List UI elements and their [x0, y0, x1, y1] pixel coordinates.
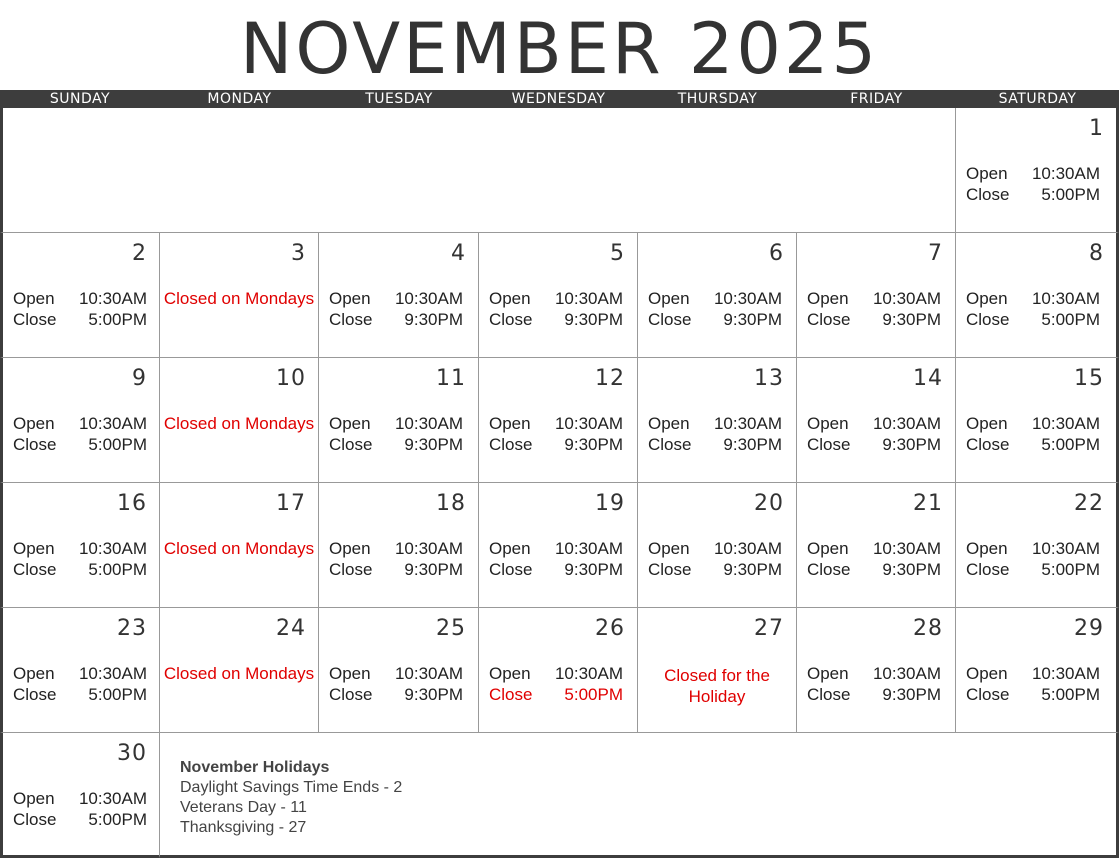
day-cell: [797, 608, 956, 733]
close-time: 5:00PM: [1041, 560, 1100, 579]
open-time: 10:30AM: [394, 414, 463, 433]
close-time: 9:30PM: [882, 685, 941, 704]
open-row: [489, 663, 623, 684]
closed-notice: Closed on Mondays: [163, 289, 315, 308]
open-row: [329, 663, 463, 684]
open-label: Open: [966, 289, 1008, 308]
day-number: 15: [1074, 366, 1104, 391]
weekday-header-saturday: SATURDAY: [956, 90, 1119, 108]
open-time: 10:30AM: [872, 414, 941, 433]
open-row: [807, 663, 941, 684]
day-number: 28: [913, 616, 943, 641]
open-label: Open: [13, 289, 55, 308]
close-label: Close: [329, 560, 373, 579]
close-label: Close: [966, 685, 1010, 704]
hours-block: [966, 538, 1100, 580]
open-row: [966, 288, 1100, 309]
day-cell: [797, 358, 956, 483]
close-row: [13, 684, 147, 705]
close-row: [807, 434, 941, 455]
close-label: Close: [13, 685, 57, 704]
open-label: Open: [489, 539, 531, 558]
hours-block: [648, 413, 782, 455]
open-time: 10:30AM: [1031, 289, 1100, 308]
open-row: [648, 288, 782, 309]
close-label: Close: [807, 435, 851, 454]
open-row: [13, 663, 147, 684]
open-time: 10:30AM: [872, 539, 941, 558]
close-row: [966, 309, 1100, 330]
open-row: [489, 413, 623, 434]
close-time: 9:30PM: [404, 560, 463, 579]
day-cell: [956, 483, 1119, 608]
close-row: [329, 434, 463, 455]
open-label: Open: [648, 539, 690, 558]
hours-block: [648, 288, 782, 330]
closed-notice: Closed on Mondays: [163, 539, 315, 558]
close-row: [966, 434, 1100, 455]
open-row: [807, 288, 941, 309]
day-cell: [0, 358, 160, 483]
close-row: [648, 309, 782, 330]
close-label: Close: [489, 560, 533, 579]
close-time: 9:30PM: [404, 435, 463, 454]
day-cell: [479, 483, 638, 608]
close-time: 9:30PM: [564, 560, 623, 579]
hours-block: [329, 413, 463, 455]
day-number: 12: [595, 366, 625, 391]
weekday-header-friday: FRIDAY: [797, 90, 956, 108]
day-number: 14: [913, 366, 943, 391]
day-number: 30: [117, 741, 147, 766]
close-time: 9:30PM: [882, 560, 941, 579]
open-time: 10:30AM: [1031, 664, 1100, 683]
day-cell: [160, 483, 319, 608]
open-time: 10:30AM: [1031, 539, 1100, 558]
close-time: 5:00PM: [564, 685, 623, 704]
open-label: Open: [13, 539, 55, 558]
holiday-notes-panel: [160, 733, 1119, 858]
open-label: Open: [329, 664, 371, 683]
close-row: [489, 434, 623, 455]
close-label: Close: [648, 310, 692, 329]
hours-block: [329, 538, 463, 580]
open-label: Open: [648, 414, 690, 433]
close-label: Close: [13, 310, 57, 329]
close-time: 5:00PM: [1041, 185, 1100, 204]
weekday-header-tuesday: TUESDAY: [319, 90, 479, 108]
empty-days-span: [0, 108, 956, 233]
hours-block: [13, 413, 147, 455]
close-row: [13, 309, 147, 330]
open-row: [489, 538, 623, 559]
open-label: Open: [489, 664, 531, 683]
day-cell: [0, 483, 160, 608]
open-label: Open: [966, 539, 1008, 558]
day-number: 13: [754, 366, 784, 391]
day-number: 23: [117, 616, 147, 641]
close-label: Close: [489, 435, 533, 454]
day-cell: [319, 233, 479, 358]
day-cell: [956, 108, 1119, 233]
close-time: 5:00PM: [1041, 435, 1100, 454]
open-row: [966, 163, 1100, 184]
day-cell: [797, 233, 956, 358]
open-time: 10:30AM: [78, 289, 147, 308]
holiday-note-item: Daylight Savings Time Ends - 2: [180, 779, 403, 796]
hours-block: [489, 288, 623, 330]
close-label: Close: [13, 810, 57, 829]
close-row: [489, 559, 623, 580]
close-time: 5:00PM: [1041, 685, 1100, 704]
day-number: 9: [132, 366, 147, 391]
hours-block: [329, 663, 463, 705]
close-label: Close: [807, 560, 851, 579]
page-title: NOVEMBER 2025: [239, 8, 880, 90]
open-time: 10:30AM: [872, 289, 941, 308]
open-time: 10:30AM: [554, 414, 623, 433]
close-time: 9:30PM: [564, 310, 623, 329]
weekday-header-wednesday: WEDNESDAY: [479, 90, 638, 108]
day-number: 24: [276, 616, 306, 641]
close-row: [966, 684, 1100, 705]
open-label: Open: [966, 664, 1008, 683]
day-cell: [797, 483, 956, 608]
open-time: 10:30AM: [872, 664, 941, 683]
open-row: [648, 413, 782, 434]
open-label: Open: [807, 289, 849, 308]
day-number: 16: [117, 491, 147, 516]
open-time: 10:30AM: [78, 539, 147, 558]
open-label: Open: [489, 289, 531, 308]
open-row: [966, 538, 1100, 559]
open-row: [489, 288, 623, 309]
day-number: 3: [291, 241, 306, 266]
day-cell: [319, 358, 479, 483]
hours-block: [807, 538, 941, 580]
close-label: Close: [489, 310, 533, 329]
open-row: [648, 538, 782, 559]
day-cell: [956, 358, 1119, 483]
open-time: 10:30AM: [713, 414, 782, 433]
day-number: 4: [451, 241, 466, 266]
close-label: Close: [329, 685, 373, 704]
close-time: 5:00PM: [88, 810, 147, 829]
day-cell: [319, 483, 479, 608]
closed-notice: Closed on Mondays: [163, 414, 315, 433]
weekday-header-thursday: THURSDAY: [638, 90, 797, 108]
close-row: [648, 559, 782, 580]
close-row: [329, 309, 463, 330]
close-row: [329, 684, 463, 705]
day-cell: [479, 608, 638, 733]
day-number: 25: [436, 616, 466, 641]
close-label: Close: [648, 435, 692, 454]
close-time: 9:30PM: [882, 310, 941, 329]
day-number: 21: [913, 491, 943, 516]
close-time: 9:30PM: [404, 310, 463, 329]
holiday-note-item: Thanksgiving - 27: [180, 819, 307, 836]
day-number: 6: [769, 241, 784, 266]
close-time: 5:00PM: [88, 560, 147, 579]
day-cell: [638, 233, 797, 358]
holiday-closed-notice: Closed for the Holiday: [664, 666, 770, 706]
open-time: 10:30AM: [394, 289, 463, 308]
open-label: Open: [807, 414, 849, 433]
hours-block: [807, 413, 941, 455]
open-time: 10:30AM: [554, 289, 623, 308]
close-row: [329, 559, 463, 580]
hours-block: [489, 538, 623, 580]
close-label: Close: [648, 560, 692, 579]
weekday-header-sunday: SUNDAY: [0, 90, 160, 108]
close-label: Close: [966, 435, 1010, 454]
holiday-notes: [180, 758, 402, 838]
close-time: 9:30PM: [404, 685, 463, 704]
day-cell: [160, 358, 319, 483]
hours-block: [807, 663, 941, 705]
open-label: Open: [329, 539, 371, 558]
open-label: Open: [13, 414, 55, 433]
open-label: Open: [648, 289, 690, 308]
close-row: [13, 809, 147, 830]
open-label: Open: [807, 539, 849, 558]
day-number: 26: [595, 616, 625, 641]
close-label: Close: [966, 310, 1010, 329]
close-row: [807, 684, 941, 705]
close-time: 9:30PM: [723, 560, 782, 579]
open-row: [807, 413, 941, 434]
day-number: 27: [754, 616, 784, 641]
open-time: 10:30AM: [78, 414, 147, 433]
close-row: [807, 309, 941, 330]
day-cell: [479, 358, 638, 483]
hours-block: [13, 538, 147, 580]
day-cell: [160, 608, 319, 733]
close-row: [13, 434, 147, 455]
close-time: 9:30PM: [882, 435, 941, 454]
close-label: Close: [13, 435, 57, 454]
day-number: 10: [276, 366, 306, 391]
day-number: 7: [928, 241, 943, 266]
day-cell: [0, 733, 160, 858]
open-time: 10:30AM: [394, 539, 463, 558]
day-number: 29: [1074, 616, 1104, 641]
open-row: [329, 413, 463, 434]
open-time: 10:30AM: [713, 289, 782, 308]
day-number: 5: [610, 241, 625, 266]
close-time: 9:30PM: [564, 435, 623, 454]
open-row: [807, 538, 941, 559]
close-label: Close: [966, 185, 1010, 204]
close-time: 5:00PM: [1041, 310, 1100, 329]
close-time: 9:30PM: [723, 310, 782, 329]
closed-notice: Closed on Mondays: [163, 664, 315, 683]
close-time: 5:00PM: [88, 685, 147, 704]
open-row: [966, 413, 1100, 434]
open-row: [329, 538, 463, 559]
day-number: 17: [276, 491, 306, 516]
holiday-notes-title: November Holidays: [180, 759, 330, 776]
day-cell: [0, 608, 160, 733]
open-time: 10:30AM: [1031, 164, 1100, 183]
close-row: [966, 184, 1100, 205]
day-number: 20: [754, 491, 784, 516]
day-cell: [638, 358, 797, 483]
day-number: 22: [1074, 491, 1104, 516]
day-cell: [319, 608, 479, 733]
day-cell: [160, 233, 319, 358]
open-row: [13, 413, 147, 434]
day-number: 18: [436, 491, 466, 516]
hours-block: [489, 663, 623, 705]
open-label: Open: [329, 414, 371, 433]
hours-block: [489, 413, 623, 455]
hours-block: [966, 413, 1100, 455]
close-time: 9:30PM: [723, 435, 782, 454]
close-label: Close: [13, 560, 57, 579]
open-row: [329, 288, 463, 309]
open-row: [966, 663, 1100, 684]
hours-block: [329, 288, 463, 330]
close-label: Close: [807, 310, 851, 329]
open-row: [13, 288, 147, 309]
open-label: Open: [489, 414, 531, 433]
day-cell: [956, 233, 1119, 358]
close-row: [648, 434, 782, 455]
open-time: 10:30AM: [554, 664, 623, 683]
day-cell: [638, 483, 797, 608]
close-row: [966, 559, 1100, 580]
close-row: [807, 559, 941, 580]
close-row: [489, 309, 623, 330]
close-row: [489, 684, 623, 705]
hours-block: [648, 538, 782, 580]
close-time: 5:00PM: [88, 310, 147, 329]
open-time: 10:30AM: [554, 539, 623, 558]
open-label: Open: [13, 789, 55, 808]
day-number: 11: [436, 366, 466, 391]
hours-block: [13, 288, 147, 330]
close-label: Close: [807, 685, 851, 704]
open-time: 10:30AM: [78, 664, 147, 683]
close-label: Close: [329, 310, 373, 329]
close-label: Close: [966, 560, 1010, 579]
day-cell: [956, 608, 1119, 733]
hours-block: [13, 663, 147, 705]
close-time: 5:00PM: [88, 435, 147, 454]
open-time: 10:30AM: [394, 664, 463, 683]
open-label: Open: [329, 289, 371, 308]
day-cell: [638, 608, 797, 733]
day-number: 1: [1089, 116, 1104, 141]
hours-block: [966, 663, 1100, 705]
close-row: [13, 559, 147, 580]
day-number: 8: [1089, 241, 1104, 266]
close-label: Close: [329, 435, 373, 454]
open-time: 10:30AM: [1031, 414, 1100, 433]
open-label: Open: [807, 664, 849, 683]
hours-block: [966, 163, 1100, 205]
open-label: Open: [966, 414, 1008, 433]
open-row: [13, 788, 147, 809]
hours-block: [13, 788, 147, 830]
day-number: 19: [595, 491, 625, 516]
open-row: [13, 538, 147, 559]
calendar-grid: [0, 90, 1119, 858]
hours-block: [807, 288, 941, 330]
close-label: Close: [489, 685, 533, 704]
day-number: 2: [132, 241, 147, 266]
open-label: Open: [966, 164, 1008, 183]
hours-block: [966, 288, 1100, 330]
open-time: 10:30AM: [713, 539, 782, 558]
day-cell: [0, 233, 160, 358]
open-label: Open: [13, 664, 55, 683]
holiday-note-item: Veterans Day - 11: [180, 799, 307, 816]
weekday-header-monday: MONDAY: [160, 90, 319, 108]
day-cell: [479, 233, 638, 358]
open-time: 10:30AM: [78, 789, 147, 808]
